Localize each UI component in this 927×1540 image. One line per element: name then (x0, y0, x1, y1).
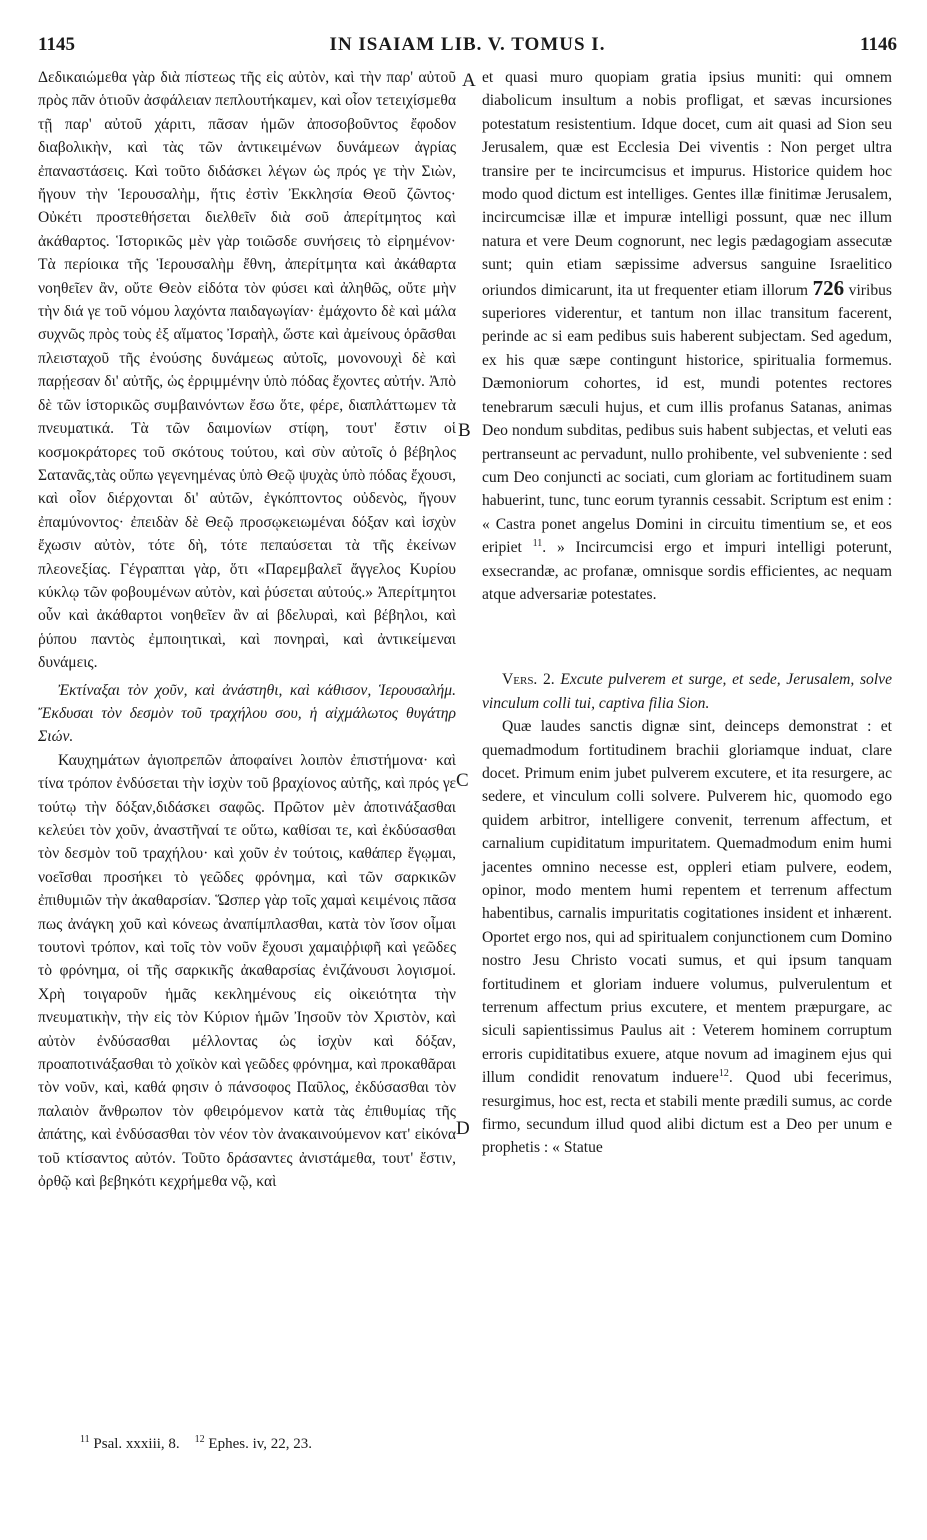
latin-text-1c: . » Incircumcisi ergo et impuri intelligi poterunt, exsecrandæ, ac profanæ, omnisque sordis efficientes, ac nequam atque adversariæ potestates. (482, 539, 892, 603)
latin-column (482, 66, 892, 1160)
verse-label: Vers. 2. (502, 671, 555, 689)
footnote-ref-12: 12 (718, 1068, 729, 1080)
greek-paragraph-1: Δεδικαιώμεθα γὰρ διὰ πίστεως τῆς εἰς αὐτὸν, καὶ τὴν παρ' αὐτοῦ πρὸς πᾶν ὁτιοῦν ἀσφάλειαν πεπλουτήκαμεν, καὶ οἷον τετειχίσμεθα τῇ παρ' αὐτοῦ χάριτι, πᾶσαν ἡμῶν ἀποσοβοῦντος ἔφοδον διαβολικὴν, καὶ τὰς τῶν ἀντικειμένων δυνάμεων ἀγρίας ἐπαναστάσεις. Καὶ τοῦτο διδάσκει λέγων ὡς πρός γε τὴν Σιὼν, ἤγουν τὴν Ἱερουσαλὴμ, ἥτις ἐστὶν Ἐκκλησία Θεοῦ ζῶντος· Οὐκέτι προστεθήσεται διελθεῖν διὰ σοῦ ἀπερίτμητος καὶ ἀκάθαρτος. Ἱστορικῶς μὲν γὰρ τοιῶσδε συνήσεις τὸ εἰρημένον· Τὰ περίοικα τῆς Ἱερουσαλὴμ ἔθνη, ἀπερίτμητα καὶ ἀκάθαρτα νοηθεῖεν ἂν, οὔτε Θεὸν εἰδότα τὸν φύσει καὶ ἀληθῶς, οὔτε μὴν τὴν διά γε τοῦ νόμου λαχόντα παιδαγωγίαν· ἐμάχοντο δὲ καὶ μάλα συχνῶς πρὸς τοὺς ἐξ αἵματος Ἰσραὴλ, ὥστε καὶ ἀμείνους ὁρᾶσθαι πλεισταχοῦ τῆς ἐνούσης δυνάμεως αὐτοῖς, μονονουχὶ δὲ καὶ παρῄεσαν δι' αὐτῆς, ὡς ἐρριμμένην ὑπὸ πόδας ἔχοντες αὐτήν. Ἀπὸ δὲ τῶν ἱστορικῶς συμβαινόντων ἔσω ὅτε, φέρε, διαπλάττωμεν τὰ πνευματικά. Τὰ τῶν δαιμονίων στίφη, τουτ' ἔστιν οἱ κοσμοκράτορες τοῦ σκότους τούτου, καὶ σὺν αὐτοῖς ὁ βέβηλος Σατανᾶς,τὰς οὔπω γεγενημένας ὑπὸ Θεῷ ψυχὰς ὑπὸ πόδας ἔχουσι, καὶ οἷον διέρχονται δι' αὐτῶν, ἐγκόπτοντος οὐδενὸς, ἤγουν ἐπαμύνοντος· ἐπειδὰν δὲ Θεῷ προσῳκειωμέναι δόξαν καὶ ἰσχὺν ἔχωσιν αὐτὸν, τότε δὴ, τότε πεπαύσεται τὰ τῆς ἐκείνων πλεονεξίας. Γέγραπται γὰρ, ὅτι «Παρεμβαλεῖ ἄγγελος Κυρίου κύκλῳ τῶν φοβουμένων αὐτὸν, καὶ ῥύσεται αὐτούς.» Ἀπερίτμητοι οὖν καὶ ἀκάθαρτοι νοηθεῖεν ἂν αἱ βδελυραὶ, καὶ βέβηλοι, καὶ ῥύπου παντὸς ἐμποιητικαὶ, καὶ πονηραὶ, καὶ ἀντικείμεναι δυνάμεις. (38, 69, 456, 672)
running-header (38, 30, 897, 66)
latin-paragraph-2 (482, 715, 892, 1160)
latin-paragraph-1 (482, 66, 892, 606)
column-number: 726 (812, 275, 845, 300)
section-marker-d: D (456, 1118, 470, 1139)
footnote-text-11: Psal. xxxiii, 8. (89, 1436, 180, 1452)
latin-text-2a: Quæ laudes sanctis dignæ sint, deinceps demonstrat : et quemadmodum fortitudinem brachii gloriamque induat, clare docet. Primum enim jubet pulverem excutere, et ita resurgere, ac sedere, et vinculum colli solvere. Pulverem hic, quomodo ego quidem arbitror, intelligere convenit, terrenum affectum, et carnalium cupiditatum impuritatem. Quemadmodum enim humi jacentes omnino necesse est, oppleri etiam pulvere, eodem, opinor, modo mentem humi repentem et terrenum affectum habentibus, carnalis impuritatis cogitationes insident et inhærent. Oportet ergo nos, qui ad spiritualem conjunctionem cum Domino nostro Jesu Christo vocati sumus, et qui ipsum tanquam fortitudinem et gloriam induere volumus, pulverulentum et terrenum affectum prius excutere, et mentem præpurgare, ac siculi sapientissimus Paulus ait : Veterem hominem corruptum erroris cupiditatibus exuere, atque novum ad imaginem ejus qui illum condidit renovatum induere (482, 718, 892, 1087)
latin-text-2b: . Quod ubi fecerimus, resurgimus, hoc est, recta et stabili mente prædili sumus, ac corde firmo, secundum illud quod alibi dictum est a Deo per unum e prophetis : « Statue (482, 1069, 892, 1157)
running-title: IN ISAIAM LIB. V. TOMUS I. (329, 34, 606, 55)
latin-lemma (482, 668, 892, 715)
footnotes (80, 1436, 312, 1453)
section-marker-c: C (456, 770, 469, 791)
footnote-text-12: Ephes. iv, 22, 23. (204, 1436, 313, 1452)
latin-text-1b: viribus superiores viderentur, et tantum non illac transitum facerent, perinde ac si eam pedibus suis haberent subjectam. Sed agedum, ex his quæ sæpe contingunt historice, spiritualia formemus. Dæmoniorum cohortes, id est, mundi potentes rectores tenebrarum sæculi hujus, et cum illis profanus Satanas, animas Deo nondum subditas, pedibus suis habent subjectas, et veluti eas pertranseunt ac pervadunt, nullo prohibente, vel subveniente : sed cum Deo conjuncti ac sociati, cum gloriam ac fortitudinem suam habuerint, tunc, tunc eorum tyrannis cessabit. Scriptum est enim : « Castra ponet angelus Domini in circuitu timentium se, et eos eripiet (482, 281, 892, 557)
footnote-number-12: 12 (194, 1434, 205, 1445)
footnote-ref-11: 11 (532, 537, 543, 549)
greek-column (38, 66, 456, 1194)
greek-paragraph-2: Καυχημάτων ἁγιοπρεπῶν ἀποφαίνει λοιπὸν ἐπιστήμονα· καὶ τίνα τρόπον ἐνδύσεται τὴν ἰσχὺν τοῦ βραχίονος αὐτῆς, καὶ πρός γε τούτῳ τὴν δόξαν,διδάσκει σαφῶς. Πρῶτον μὲν ἀποτινάξασθαι κελεύει τὸν χοῦν, ἀναστῆναί τε οὕτω, καθίσαι τε, καὶ ἐκδύσασθαι τὸν δεσμὸν τοῦ τραχήλου· καὶ χοῦν ἐν τούτοις, καθάπερ ἔγῳμαι, νοεῖσθαι προσήκει τὸ γεῶδες φρόνημα, καὶ τῶν σαρκικῶν ἐπιθυμιῶν τὴν ἀκαθαρσίαν. Ὥσπερ γὰρ τοῖς χαμαὶ κειμένοις πᾶσα πως ἀνάγκη χοῦ καὶ κόνεως ἀναπίμπλασθαι, κατὰ τὸν ἴσον οἶμαι τουτονὶ τρόπον, καὶ τοῖς τὸν νοῦν ἔχουσι χαμαιῤῥιφῆ καὶ γεῶδες τὸ φρόνημα, οἱ τῆς σαρκικῆς ἀκαθαρσίας ἐνιζάνουσι λογισμοί. Χρὴ τοιγαροῦν ἡμᾶς κεκλημένους εἰς οἰκειότητα τὴν πνευματικὴν, τὴν εἰς τὸν Κύριον ἡμῶν Ἰησοῦν τὸν Χριστὸν, καὶ αὐτὸν ἐνδύσασθαι μέλλοντας ὡς ἰσχὺν καὶ δόξαν, προαποτινάξασθαι τὸ χοϊκὸν καὶ γεῶδες φρόνημα, καὶ προκαθᾶραι τὸν νοῦν, καὶ, καθά φησιν ὁ πάνσοφος Παῦλος, ἐκδύσασθαι τὸν παλαιὸν ἄνθρωπον τὸν φθειρόμενον κατὰ τὰς ἐπιθυμίας τῆς ἀπάτης, καὶ ἐνδύσασθαι τὸν νέον τὸν ἀνακαινούμενον κατ' εἰκόνα τοῦ κτίσαντος αὐτόν. Τοῦτο δράσαντες ἀνιστάμεθα, τουτ' ἔστιν, ὀρθῷ καὶ βεβηκότι κεχρήμεθα νῷ, καὶ (38, 751, 456, 1191)
verse-text: Excute pulverem et surge, et sede, Jerusalem, solve vinculum colli tui, captiva filia Sion. (482, 671, 892, 712)
footnote-number-11: 11 (80, 1434, 90, 1445)
greek-lemma: Ἐκτίναξαι τὸν χοῦν, καὶ ἀνάστηθι, καὶ κάθισον, Ἱερουσαλήμ. Ἔκδυσαι τὸν δεσμὸν τοῦ τραχήλου σου, ἡ αἰχμάλωτος θυγάτηρ Σιών. (38, 681, 456, 746)
section-marker-b: B (458, 420, 471, 441)
section-marker-a: A (462, 70, 476, 91)
page-number-left: 1145 (38, 34, 75, 55)
page-number-right: 1146 (860, 34, 897, 55)
latin-text-1a: et quasi muro quopiam gratia ipsius muniti: qui omnem diabolicum insultum a nobis profligat, et sævas incursiones potestatum resistentium. Idque docet, cum ait quasi ad Sion seu Jerusalem, quæ est Ecclesia Dei viventis : Non perget ultra transire per te incircumcisus et impurus. Historice quidem hoc modo quod dictum est intelliges. Gentes illæ finitimæ Jerusalem, incircumcisæ illæ et impuræ intelligi possunt, quæ nec illum natura et vere Deum cognorunt, nec legis pædagogiam assecutæ sunt; quin etiam sæpissime adversus sanguine Israelitico oriundos dimicarunt, ita ut frequenter etiam illorum (482, 69, 892, 299)
